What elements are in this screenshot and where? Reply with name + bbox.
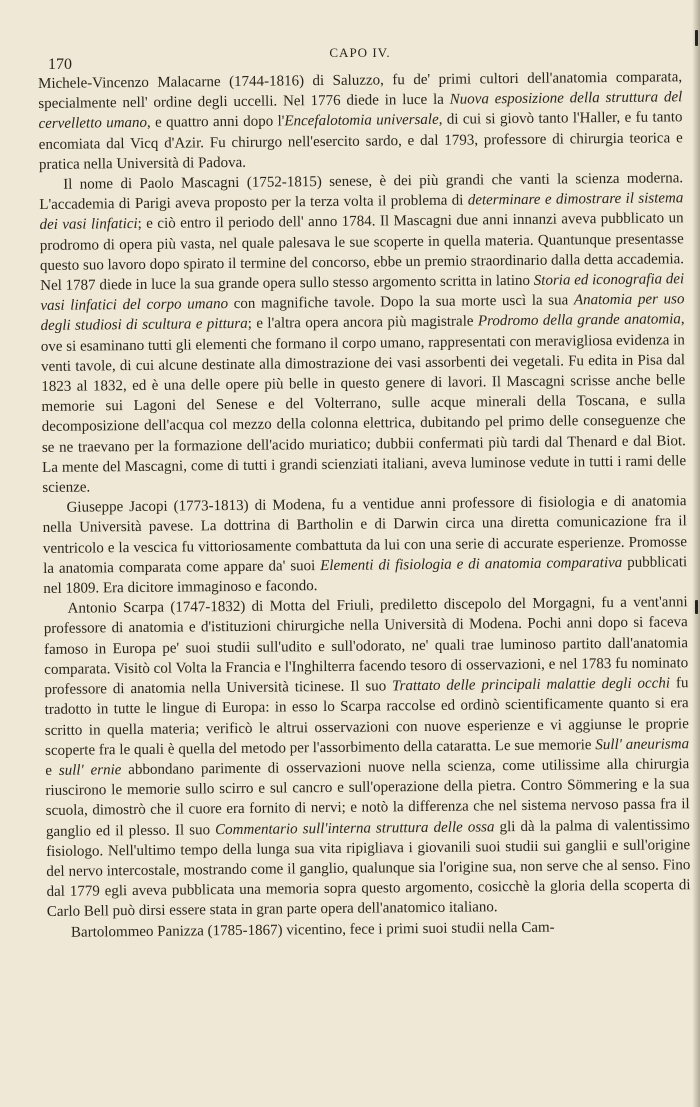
text-run: Antonio Scarpa (1747-1832) di Motta del Friuli, prediletto discepolo del Morgagni, fu a vent'anni professore di anatomia e d'istituzioni chirurgiche nella Università di Modena. Pochi anni dopo si faceva famoso in Europa pe' suoi studii sull'udito e sull'odorato, ne' quali trae luminoso partito dall'anatomia comparata. Visitò col Volta la Francia e l'Inghilterra facendo tesoro di osservazioni, e nel 1783 fu nominato professore di anatomia nella Università ticinese. Il suo: [43, 594, 689, 699]
italic-title: determinare e dimostrare il sistema dei vasi linfatici: [39, 190, 684, 234]
italic-title: Prodromo della grande anatomia: [477, 311, 681, 330]
book-page: [38, 42, 691, 943]
text-run: , di cui si giovò tanto l'Haller, e fu tanto encomiata dal Vicq d'Azir. Fu chirurgo nell'esercito sardo, e dal 1793, professore di chirurgia teorica e pratica nella Università di Padova.: [38, 109, 683, 173]
text-run: abbondano parimente di osservazioni nuove nella scienza, come utilissime alla chirurgia riuscirono le memorie sullo scirro e sul cancro e sull'operazione della pietra. Contro Sömmering e la sua scuola, dimostrò che il cuore era fornito di nervi; e notò la differenza che nel sistema nervoso passa fra il ganglio ed il plesso. Il suo: [45, 756, 690, 840]
edge-mark: [695, 600, 698, 614]
text-run: Il nome di Paolo Mascagni (1752-1815) senese, è dei più grandi che vanti la scienza moderna. L'accademia di Parigi aveva proposto per la terza volta il problema di: [39, 170, 684, 214]
page-number: 170: [48, 56, 72, 73]
text-run: ; e ciò entro il periodo dell' anno 1784. Il Mascagni due anni innanzi aveva pubblicato un prodromo di opera più vasta, nel quale palesava le sue scoperte in quella materia. Quantunque presentasse questo suo lavoro dopo spirato il termine del concorso, ebbe un premio straordinario dalla detta accademia. Nel 1787 diede in luce la sua grande opera sullo stesso argomento scritta in latino: [39, 210, 685, 295]
edge-mark: [695, 30, 698, 46]
italic-title: Elementi di fisiologia e di anatomia comparativa: [320, 554, 623, 574]
italic-title: sull' ernie: [58, 762, 122, 779]
paragraph: [38, 67, 683, 175]
text-run: Michele-Vincenzo Malacarne (1744-1816) di Saluzzo, fu de' primi cultori dell'anatomia comparata, specialmente nell' ordine degli uccelli. Nel 1776 diede in luce la: [38, 69, 683, 113]
text-run: fu tradotto in tutte le lingue di Europa: in esso lo Scarpa raccolse ed ordinò scientificamente quanto si era scritto in quella materia; verificò le altrui osservazioni con nuove esperienze e vi aggiunse le proprie scoperte fra le quali è quella del metodo per l'assorbimento della cataratta. Le sue memorie: [44, 675, 689, 759]
text-run: ; e l'altra opera ancora più magistrale: [247, 313, 478, 333]
running-head: CAPO IV.: [329, 45, 391, 60]
text-run: con magnifiche tavole. Dopo la sua morte uscì la sua: [227, 292, 575, 313]
text-run: gli dà la palma di valentissimo fisiologo. Nell'ultimo tempo della lunga sua vita ripigliava i giovanili suoi studii sui ganglii e sull'origine del nervo intercostale, mostrando come il ganglio, qualunque sia l'origine sua, non serve che al senso. Fino dal 1779 egli aveva pubblicata una memoria sopra questo argomento, cosicchè la gloria della scoperta di Carlo Bell può dirsi essere stata in gran parte opera dell'anatomico italiano.: [46, 816, 691, 921]
paragraph: [39, 168, 686, 498]
paragraph: [44, 593, 691, 923]
page-edge-shadow: [692, 0, 700, 1107]
text-run: Giuseppe Jacopi (1773-1813) di Modena, fu a ventidue anni professore di fisiologia e di anatomia nella Università pavese. La dottrina di Bartholin e di Darwin circa una diretta comunicazione fra il ventricolo e la vescica fu vittoriosamente combattuta da lui con una serie di accurate esperienze. Promosse la anatomia comparata come appare da' suoi: [42, 493, 688, 577]
text-run: Bartolommeo Panizza (1785-1867) vicentino, fece i primi suoi studii nella Cam-: [70, 919, 555, 941]
text-run: pubblicati nel 1809. Era dicitore immaginoso e facondo.: [43, 554, 688, 598]
paragraph: [42, 491, 687, 599]
italic-title: Sull' aneurisma: [595, 735, 690, 753]
text-run: e: [45, 762, 59, 779]
italic-title: Encefalotomia universale: [284, 112, 439, 130]
italic-title: Nuova esposizione della struttura del cervelletto umano: [38, 89, 683, 133]
italic-title: Anatomia per uso degli studiosi di scultura e pittura: [40, 291, 685, 335]
italic-title: Commentario sull'interna struttura delle ossa: [215, 818, 495, 838]
italic-title: Storia ed iconografia dei vasi linfatici del corpo umano: [40, 271, 685, 315]
body-text: [38, 67, 691, 942]
text-run: , ove si esaminano tutti gli elementi che formano il corpo umano, rappresentati con meravigliosa evidenza in venti tavole, di cui alcune destinate alla dimostrazione dei vasi assorbenti dei vegetali. Fu edita in Pisa dal 1823 al 1832, ed è una delle opere più belle in questo genere di lavori. Il Mascagni scrisse anche belle memorie sui Lagoni del Senese e del Volterrano, sulle acque minerali della Toscana, e sulla decomposizione dell'acqua col mezzo della colonna elettrica, dubitando pel primo delle conseguenze che se ne traevano per la formazione dell'acido muriatico; dubbii confermati più tardi dal Thenard e dal Biot. La mente del Mascagni, come di tutti i grandi scienziati italiani, aveva luminose vedute in tutti i rami delle scienze.: [40, 311, 687, 497]
text-run: , e quattro anni dopo l': [146, 113, 285, 132]
italic-title: Trattato delle principali malattie degli occhi: [392, 675, 671, 695]
